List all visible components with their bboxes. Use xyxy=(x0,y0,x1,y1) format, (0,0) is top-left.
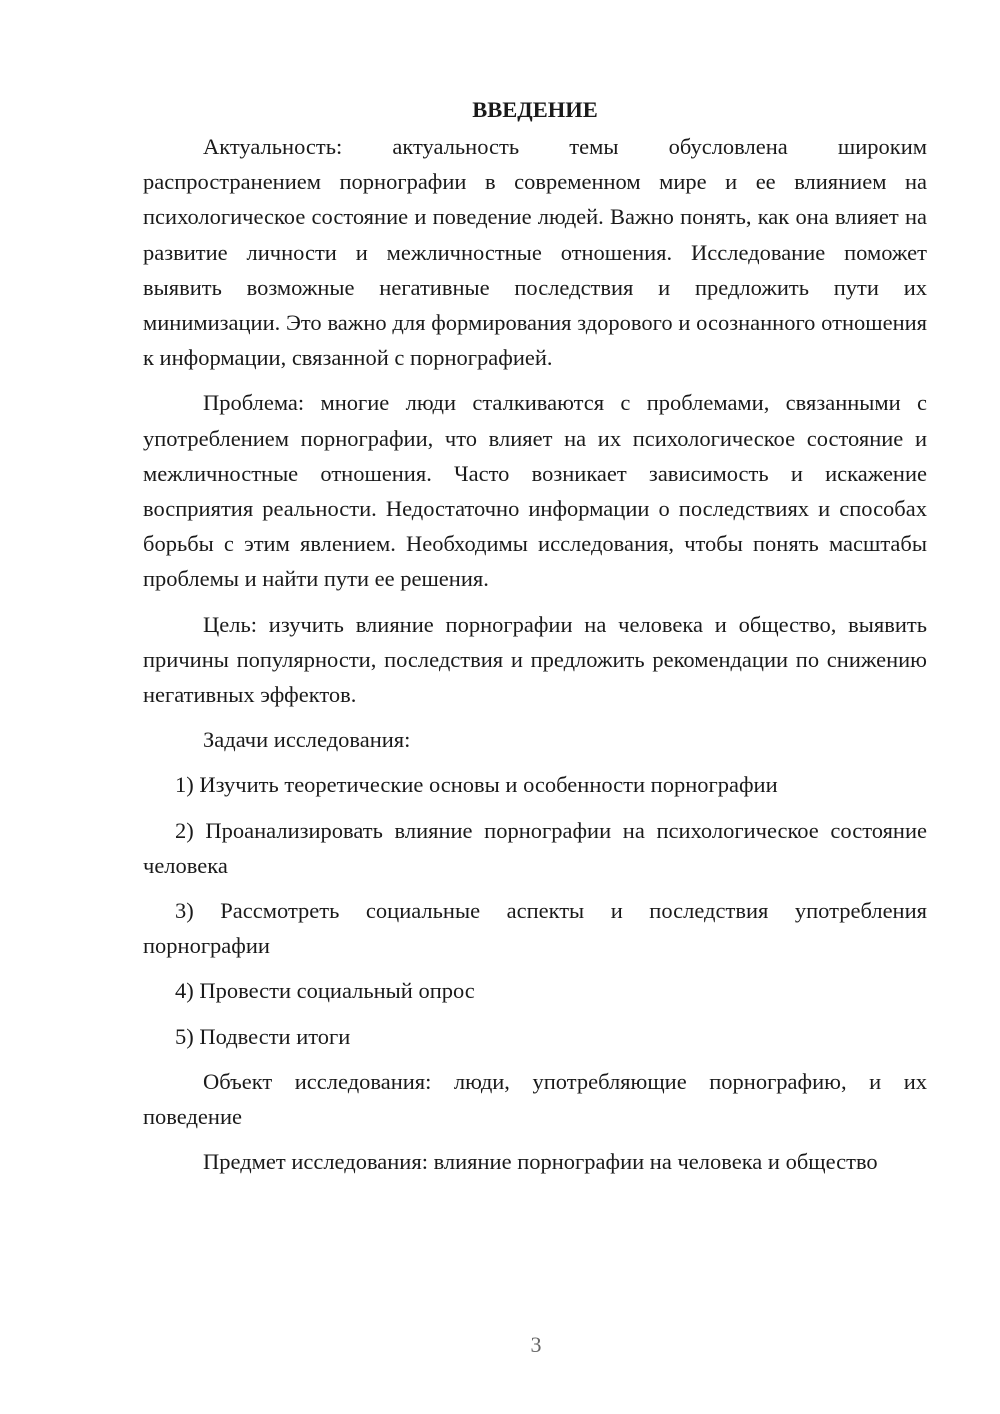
tasks-heading: Задачи исследования: xyxy=(203,727,411,753)
document-page xyxy=(143,92,927,1189)
relevance-paragraph: Актуальность: актуальность темы обусловлена широким распространением порнографии в современном мире и ее влиянием на психологическое состояние и поведение людей. Важно понять, как она влияет на развитие личности и межличностные отношения. Исследование поможет выявить возможные негативные последствия и предложить пути их минимизации. Это важно для формирования здорового и осознанного отношения к информации, связанной с порнографией. xyxy=(143,134,927,371)
task-item: 1) Изучить теоретические основы и особенности порнографии xyxy=(175,772,778,798)
goal-paragraph: Цель: изучить влияние порнографии на человека и общество, выявить причины популярности, последствия и предложить рекомендации по снижению негативных эффектов. xyxy=(143,611,927,708)
section-heading: ВВЕДЕНИЕ xyxy=(472,97,598,122)
task-item: 3) Рассмотреть социальные аспекты и последствия употребления порнографии xyxy=(143,898,927,959)
page-number: 3 xyxy=(530,1332,542,1357)
problem-paragraph: Проблема: многие люди сталкиваются с проблемами, связанными с употреблением порнографии, что влияет на их психологическое состояние и межличностные отношения. Часто возникает зависимость и искажение восприятия реальности. Недостаточно информации о последствиях и способах борьбы с этим явлением. Необходимы исследования, чтобы понять масштабы проблемы и найти пути ее решения. xyxy=(143,390,927,592)
task-item: 4) Провести социальный опрос xyxy=(175,978,475,1004)
task-item: 5) Подвести итоги xyxy=(175,1023,351,1049)
object-paragraph: Объект исследования: люди, употребляющие порнографию, и их поведение xyxy=(143,1068,927,1130)
task-item: 2) Проанализировать влияние порнографии на психологическое состояние человека xyxy=(143,817,927,878)
subject-paragraph: Предмет исследования: влияние порнографии на человека и общество xyxy=(203,1149,878,1175)
